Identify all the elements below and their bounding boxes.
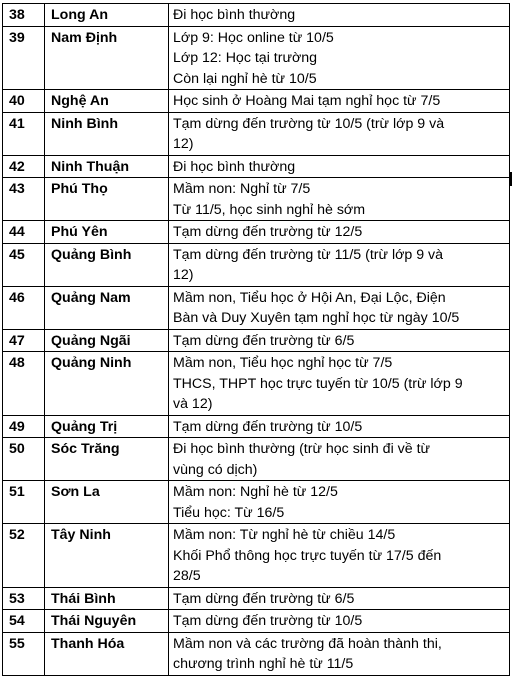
table-row (3, 610, 510, 633)
row-number: 44 (3, 221, 45, 244)
row-number: 50 (3, 438, 45, 481)
province-name: Quảng Bình (45, 243, 169, 286)
status-line: Còn lại nghỉ hè từ 10/5 (173, 70, 317, 87)
status-line: Tạm dừng đến trường từ 10/5 (173, 613, 363, 629)
table-row (3, 112, 510, 155)
table-row (3, 178, 510, 221)
row-number: 47 (3, 329, 45, 352)
status-cell (169, 221, 510, 244)
table-row (3, 587, 510, 610)
province-name: Phú Thọ (45, 178, 169, 221)
province-name: Thanh Hóa (45, 632, 169, 675)
province-name: Ninh Bình (45, 112, 169, 155)
status-cell (169, 438, 510, 481)
province-name: Nghệ An (45, 90, 169, 113)
province-name: Thái Bình (45, 587, 169, 610)
table-row (3, 221, 510, 244)
table-row (3, 26, 510, 90)
status-line: Tạm dừng đến trường từ 6/5 (173, 332, 355, 349)
school-status-table (2, 3, 510, 676)
status-cell (169, 112, 510, 155)
row-number: 41 (3, 112, 45, 155)
status-line: Tạm dừng đến trường từ 6/5 (173, 590, 355, 607)
table-row (3, 415, 510, 438)
row-number: 42 (3, 155, 45, 178)
row-number: 39 (3, 26, 45, 90)
row-number: 51 (3, 481, 45, 524)
table-row (3, 524, 510, 588)
status-line: 28/5 (173, 568, 201, 584)
status-line: 12) (173, 136, 194, 152)
status-line: chương trình nghỉ hè từ 11/5 (173, 656, 354, 672)
province-name: Nam Định (45, 26, 169, 90)
status-line: Mầm non: Nghỉ từ 7/5 (173, 181, 311, 197)
row-number: 43 (3, 178, 45, 221)
status-line: vùng có dịch) (173, 461, 258, 478)
status-line: Mầm non: Nghỉ hè từ 12/5 (173, 484, 338, 500)
page-edge-mark (510, 172, 512, 186)
row-number: 55 (3, 632, 45, 675)
table-row (3, 4, 510, 27)
province-name: Quảng Ninh (45, 352, 169, 416)
status-cell (169, 329, 510, 352)
row-number: 48 (3, 352, 45, 416)
table-row (3, 243, 510, 286)
province-name: Quảng Ngãi (45, 329, 169, 352)
province-name: Tây Ninh (45, 524, 169, 588)
province-name: Sơn La (45, 481, 169, 524)
status-line: Tạm dừng đến trường từ 11/5 (trừ lớp 9 và (173, 246, 444, 263)
status-line: Mầm non: Từ nghỉ hè từ chiều 14/5 (173, 527, 396, 543)
province-name: Ninh Thuận (45, 155, 169, 178)
province-name: Thái Nguyên (45, 610, 169, 633)
status-line: Bàn và Duy Xuyên tạm nghỉ học từ ngày 10/5 (173, 310, 460, 326)
status-line: Học sinh ở Hoàng Mai tạm nghỉ học từ 7/5 (173, 93, 441, 109)
status-cell (169, 243, 510, 286)
status-line: Đi học bình thường (trừ học sinh đi về từ (173, 441, 431, 457)
row-number: 52 (3, 524, 45, 588)
status-cell (169, 155, 510, 178)
status-cell (169, 286, 510, 329)
table-row (3, 481, 510, 524)
table-row (3, 352, 510, 416)
status-line: Mầm non, Tiểu học nghỉ học từ 7/5 (173, 355, 393, 371)
row-number: 54 (3, 610, 45, 633)
status-line: Tạm dừng đến trường từ 10/5 (trừ lớp 9 và (173, 115, 445, 132)
table-row (3, 90, 510, 113)
row-number: 38 (3, 4, 45, 27)
status-line: Mầm non, Tiểu học ở Hội An, Đại Lộc, Điện (173, 289, 446, 306)
status-cell (169, 632, 510, 675)
status-line: Tiểu học: Từ 16/5 (173, 504, 285, 521)
status-cell (169, 415, 510, 438)
table-row (3, 155, 510, 178)
row-number: 40 (3, 90, 45, 113)
status-cell (169, 524, 510, 588)
status-cell (169, 587, 510, 610)
status-cell (169, 481, 510, 524)
province-name: Sóc Trăng (45, 438, 169, 481)
status-cell (169, 610, 510, 633)
row-number: 53 (3, 587, 45, 610)
status-line: 12) (173, 267, 194, 283)
table-row (3, 286, 510, 329)
status-line: Tạm dừng đến trường từ 10/5 (173, 418, 363, 435)
province-name: Quảng Nam (45, 286, 169, 329)
status-cell (169, 178, 510, 221)
status-line: Lớp 12: Học tại trường (173, 50, 318, 66)
status-line: Đi học bình thường (173, 7, 296, 23)
table-row (3, 632, 510, 675)
status-cell (169, 4, 510, 27)
row-number: 46 (3, 286, 45, 329)
row-number: 49 (3, 415, 45, 438)
province-name: Quảng Trị (45, 415, 169, 438)
status-line: Từ 11/5, học sinh nghỉ hè sớm (173, 201, 366, 218)
status-line: THCS, THPT học trực tuyến từ 10/5 (trừ lớp 9 (173, 375, 463, 392)
status-line: Đi học bình thường (173, 158, 296, 175)
province-name: Phú Yên (45, 221, 169, 244)
status-cell (169, 352, 510, 416)
table-body (3, 4, 510, 676)
status-line: và 12) (173, 396, 213, 412)
status-cell (169, 90, 510, 113)
table-row (3, 438, 510, 481)
status-line: Tạm dừng đến trường từ 12/5 (173, 224, 363, 240)
status-line: Lớp 9: Học online từ 10/5 (173, 29, 334, 46)
row-number: 45 (3, 243, 45, 286)
status-line: Mầm non và các trường đã hoàn thành thi, (173, 635, 442, 652)
province-name: Long An (45, 4, 169, 27)
table-row (3, 329, 510, 352)
status-line: Khối Phổ thông học trực tuyến từ 17/5 đến (173, 547, 442, 564)
status-cell (169, 26, 510, 90)
